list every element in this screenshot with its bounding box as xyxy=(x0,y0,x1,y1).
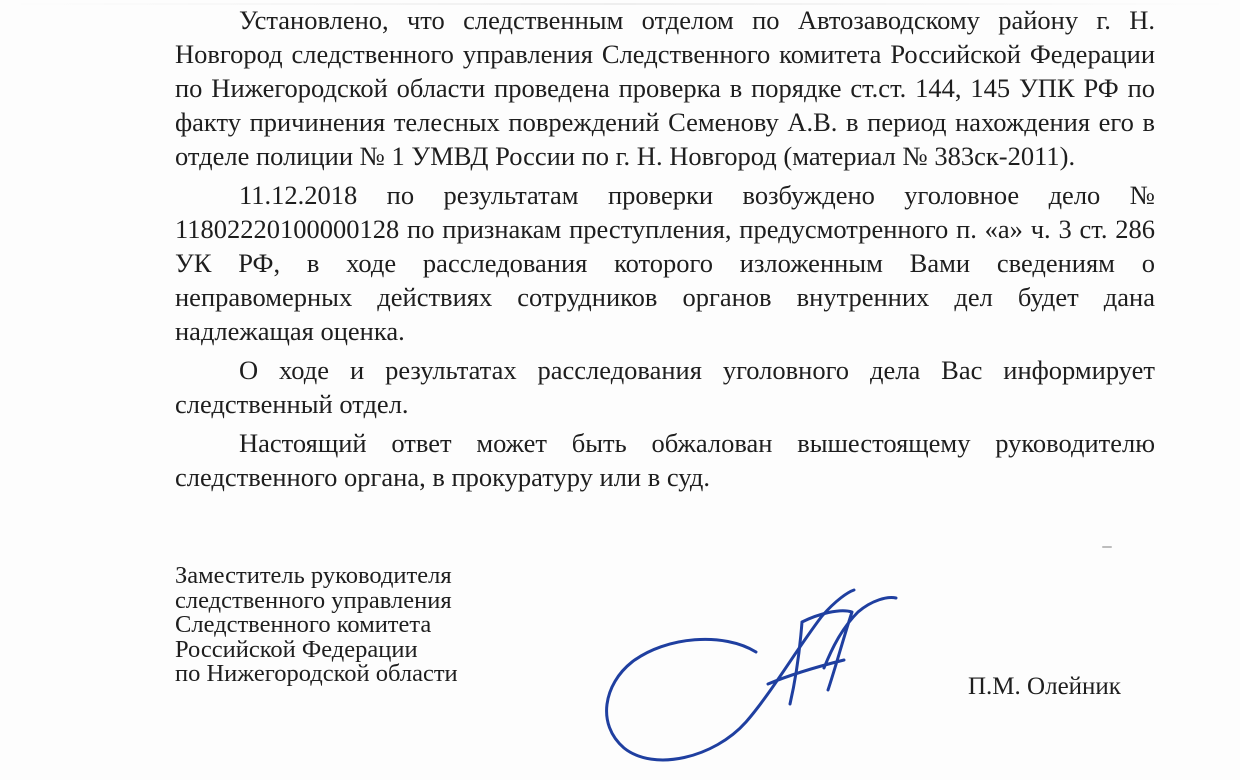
signatory-position xyxy=(175,564,575,687)
position-line: Заместитель руководителя xyxy=(175,562,452,589)
scan-speck xyxy=(1102,546,1112,548)
signer-name: П.М. Олейник xyxy=(968,673,1121,700)
paragraph-inspection: Установлено, что следственным отделом по Автозаводскому району г. Н. Новгород следственного управления Следственного комитета Российской Федерации по Нижегородской области проведена проверка в порядке ст.ст. 144, 145 УПК РФ по факту причинения телесных повреждений Семенову А.В. в период нахождения его в отделе полиции № 1 УМВД России по г. Н. Новгород (материал № 383ск-2011). xyxy=(175,5,1155,171)
paragraph-criminal-case: 11.12.2018 по результатам проверки возбуждено уголовное дело № 11802220100000128 по признакам преступления, предусмотренного п. «а» ч. 3 ст. 286 УК РФ, в ходе расследования которого изложенным Вами сведениям о неправомерных действиях сотрудников органов внутренних дел будет дана надлежащая оценка. xyxy=(175,180,1155,346)
signature-letter-stroke xyxy=(768,598,896,704)
position-line: Следственного комитета xyxy=(175,611,432,638)
position-line: следственного управления xyxy=(175,586,452,614)
position-line: Российской Федерации xyxy=(175,635,418,663)
paragraph-appeal: Настоящий ответ может быть обжалован вышестоящему руководителю следственного органа, в прокуратуру или в суд. xyxy=(175,428,1155,492)
letter-body xyxy=(175,3,1155,494)
handwritten-signature xyxy=(596,586,906,766)
paragraph-notification: О ходе и результатах расследования уголовного дела Вас информирует следственный отдел. xyxy=(175,355,1155,419)
position-line: по Нижегородской области xyxy=(175,660,458,687)
